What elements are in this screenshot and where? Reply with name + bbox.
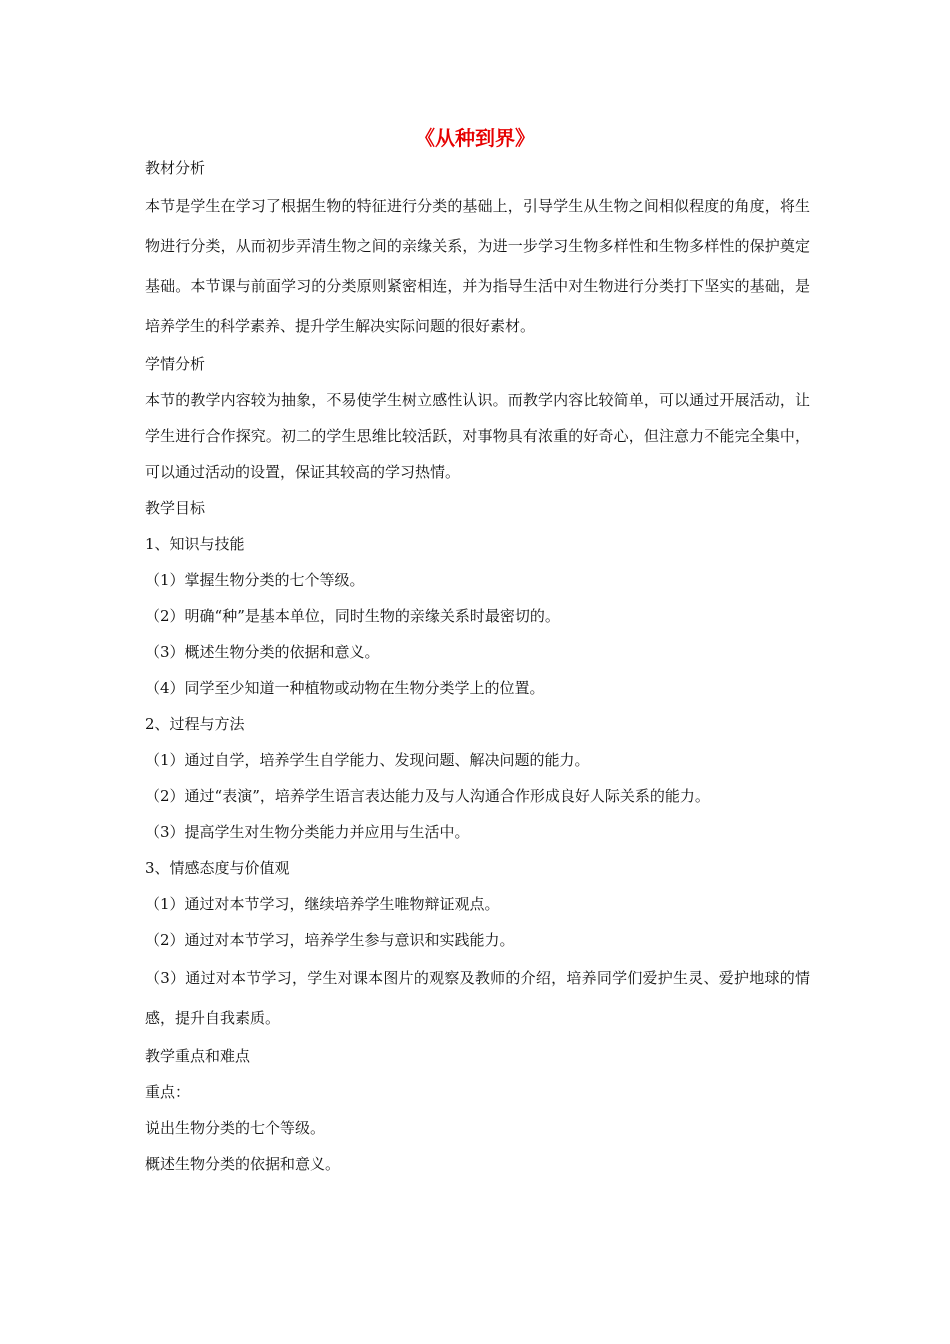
- list-item: （1）通过对本节学习，继续培养学生唯物辩证观点。: [145, 895, 500, 913]
- key-points-heading: 重点：: [145, 1083, 191, 1101]
- list-item: （3）概述生物分类的依据和意义。: [145, 643, 380, 661]
- document-title: 《从种到界》: [415, 126, 535, 150]
- list-item: 说出生物分类的七个等级。: [145, 1119, 326, 1137]
- list-item: （3）通过对本节学习，学生对课本图片的观察及教师的介绍，培养同学们爱护生灵、爱护地球的情感，提升自我素质。: [145, 969, 810, 1027]
- list-item: （4）同学至少知道一种植物或动物在生物分类学上的位置。: [145, 679, 545, 697]
- section-heading-student-analysis: 学情分析: [145, 355, 206, 373]
- goal-heading-knowledge: 1、知识与技能: [145, 535, 245, 553]
- document-body: [145, 150, 810, 1182]
- paragraph-textbook-analysis: 本节是学生在学习了根据生物的特征进行分类的基础上，引导学生从生物之间相似程度的角度，将生物进行分类，从而初步弄清生物之间的亲缘关系，为进一步学习生物多样性和生物多样性的保护奠定基础。本节课与前面学习的分类原则紧密相连，并为指导生活中对生物进行分类打下坚实的基础，是培养学生的科学素养、提升学生解决实际问题的很好素材。: [145, 197, 810, 335]
- section-heading-teaching-goals: 教学目标: [145, 499, 206, 517]
- list-item: （2）明确“种”是基本单位，同时生物的亲缘关系时最密切的。: [145, 607, 560, 625]
- section-heading-key-difficult-points: 教学重点和难点: [145, 1047, 251, 1065]
- paragraph-student-analysis: 本节的教学内容较为抽象，不易使学生树立感性认识。而教学内容比较简单，可以通过开展活动，让学生进行合作探究。初二的学生思维比较活跃，对事物具有浓重的好奇心，但注意力不能完全集中，可以通过活动的设置，保证其较高的学习热情。: [145, 391, 810, 481]
- goal-heading-attitude: 3、情感态度与价值观: [145, 859, 290, 877]
- list-item: （2）通过“表演”，培养学生语言表达能力及与人沟通合作形成良好人际关系的能力。: [145, 787, 710, 805]
- section-heading-textbook-analysis: 教材分析: [145, 159, 206, 177]
- list-item: （1）通过自学，培养学生自学能力、发现问题、解决问题的能力。: [145, 751, 590, 769]
- list-item: （2）通过对本节学习，培养学生参与意识和实践能力。: [145, 931, 515, 949]
- goal-heading-process: 2、过程与方法: [145, 715, 245, 733]
- list-item: （1）掌握生物分类的七个等级。: [145, 571, 365, 589]
- list-item: （3）提高学生对生物分类能力并应用与生活中。: [145, 823, 470, 841]
- list-item: 概述生物分类的依据和意义。: [145, 1155, 341, 1173]
